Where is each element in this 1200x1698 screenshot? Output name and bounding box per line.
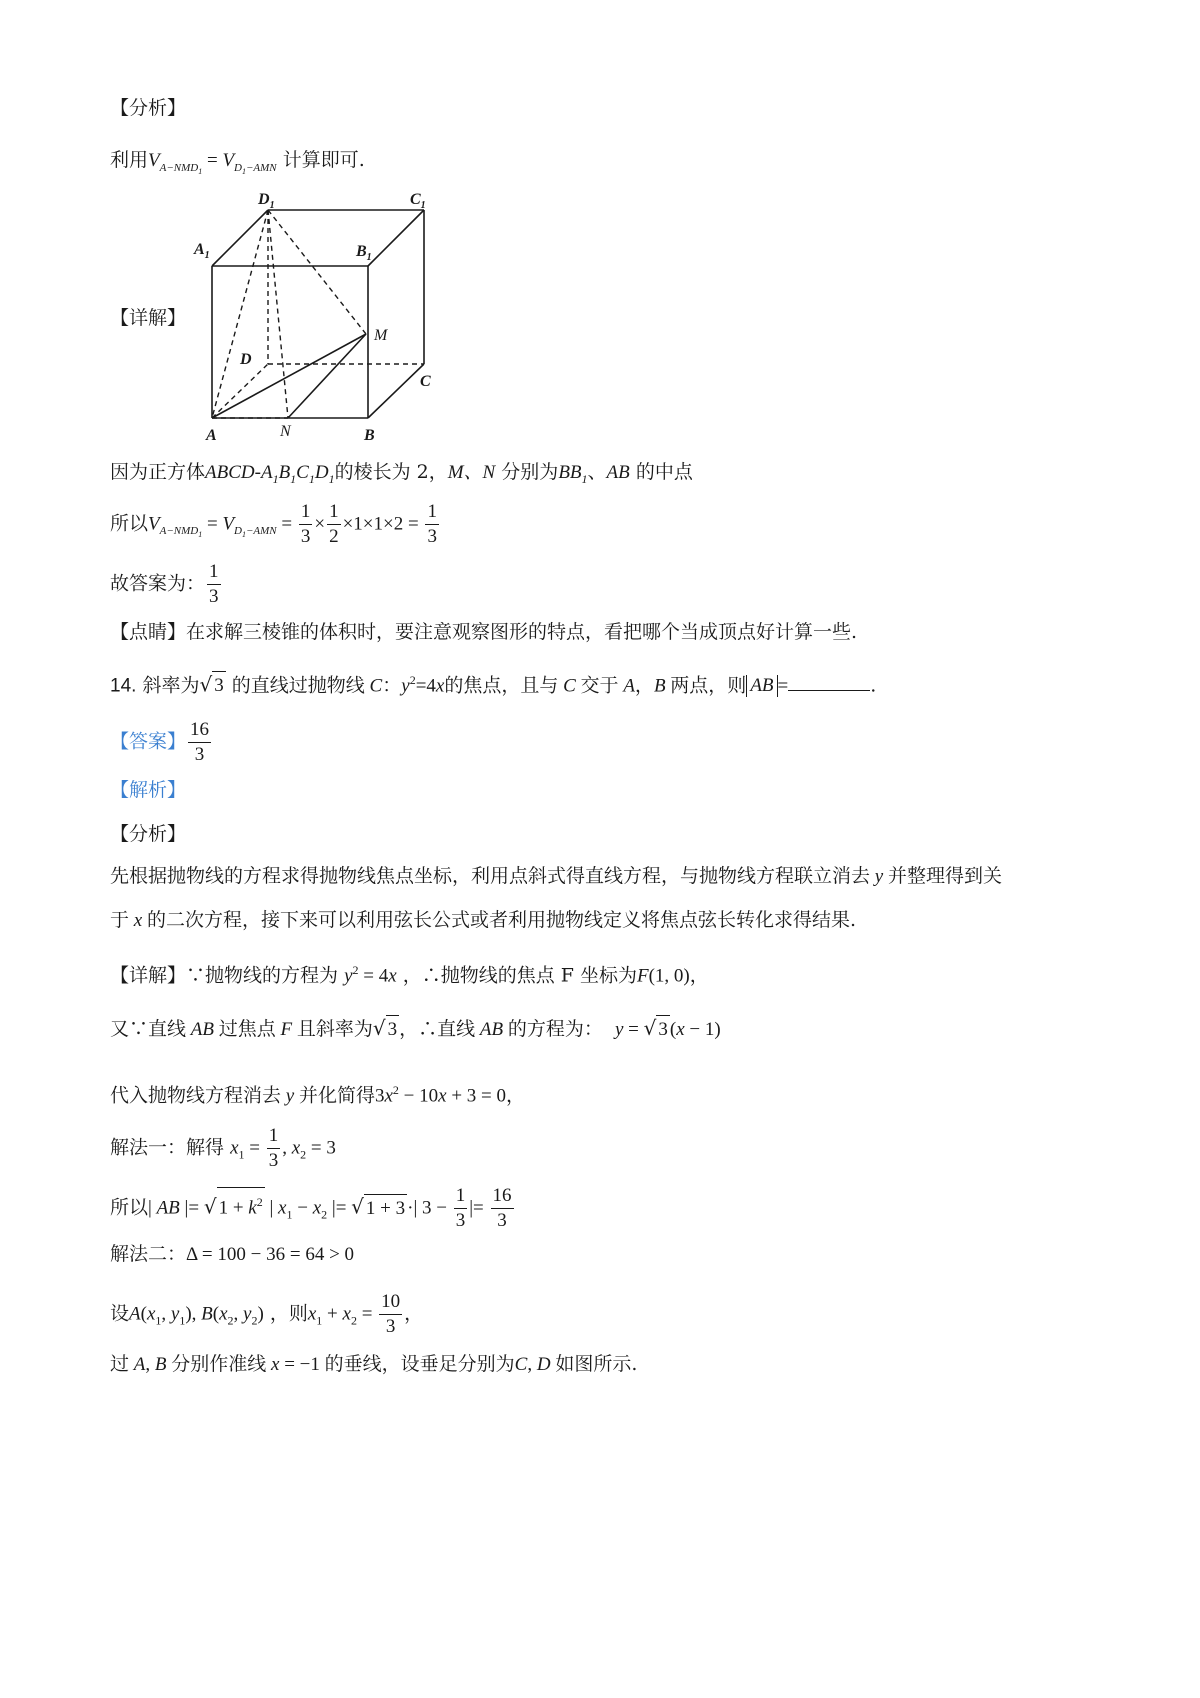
q14-eq: = bbox=[777, 675, 789, 697]
answer-num: 16 bbox=[188, 718, 211, 743]
q14-t1: 斜率为 bbox=[142, 674, 200, 697]
method1-so: 所以| AB |= √ $1 + k^2$ | $x_1 - x_2$ |= √ 1 + 3 ·| 3 − $\frac{1}{3}$ |= $\frac{16}{3}$ bbox=[110, 1185, 512, 1231]
d1a: ∵抛物线的方程为 bbox=[186, 964, 339, 987]
answer-line: 故答案为： $\frac{1}{3}$ bbox=[110, 561, 219, 607]
q14-analysis-line2: 于 x 的二次方程，接下来可以利用弦长公式或者利用抛物线定义将焦点弦长转化求得结果. bbox=[110, 909, 856, 931]
m2-label: 解法二： bbox=[110, 1243, 187, 1265]
q14-t3: 的焦点，且与 bbox=[444, 674, 559, 697]
method2-set: 设$A(x_1$, $y_1$), $B(x_2$, $y_2$) ，则$x_1 + x_2$ = $\frac{10}{3}$ ， bbox=[110, 1291, 424, 1337]
method2-last: 过 A, B 分别作准线 x = −1 的垂线，设垂足分别为C, D 如图所示. bbox=[110, 1353, 638, 1375]
d2e: 的方程为： bbox=[507, 1018, 603, 1040]
label-d1: $D_1$ bbox=[258, 191, 275, 211]
q14-detail-2: 又∵直线 AB 过焦点 F 且斜率为√ 3 ，∴直线 AB 的方程为： y = √ 3 (x − 1) bbox=[110, 1014, 721, 1044]
m1-label: 解法一：解得 bbox=[110, 1136, 225, 1159]
d1b: ，∴抛物线的焦点 F 坐标为 bbox=[402, 964, 637, 987]
because-pre: 因为正方体 bbox=[110, 461, 206, 483]
label-d: D bbox=[240, 351, 252, 368]
d3a: 代入抛物线方程消去 bbox=[110, 1084, 282, 1107]
method1-line: 解法一：解得 $x_1$ = $\frac{1}{3}$ , $x_2 = 3$ bbox=[110, 1125, 336, 1171]
q14-detail-1: 【详解】∵抛物线的方程为 $y^2 = 4x$ ，∴抛物线的焦点 F 坐标为F(1, 0)， bbox=[110, 963, 709, 987]
d3b: 并化简得 bbox=[298, 1084, 375, 1107]
analysis-text: 利用$V_{A-NMD_1} = V_{D_1-AMN}$ 计算即可. bbox=[110, 149, 365, 176]
d2b: 过焦点 bbox=[218, 1018, 276, 1040]
q14-analysis-text1-end: 并整理得到关 bbox=[887, 865, 1002, 887]
label-c: C bbox=[420, 373, 431, 390]
q14-detail-3: 代入抛物线方程消去 y 并化简得$3x^2 - 10x + 3 = 0$， bbox=[110, 1083, 526, 1107]
q14-analysis-line1: 先根据抛物线的方程求得抛物线焦点坐标，利用点斜式得直线方程，与抛物线方程联立消去 y 并整理得到关 bbox=[110, 865, 1002, 887]
d2d: ，∴直线 bbox=[399, 1018, 476, 1040]
q14-analysis-label: 【分析】 bbox=[110, 823, 187, 845]
m2-then: ，则 bbox=[269, 1302, 308, 1325]
q14-answer bbox=[110, 718, 213, 767]
q14-analysis-text2: 的二次方程，接下来可以利用弦长公式或者利用抛物线定义将焦点弦长转化求得结果. bbox=[146, 909, 856, 931]
answer-blank bbox=[788, 670, 870, 691]
label-c1: $C_1$ bbox=[410, 191, 426, 211]
label-b: B bbox=[364, 427, 375, 444]
q14-number: 14. bbox=[110, 675, 137, 697]
label-m: M bbox=[374, 327, 388, 344]
q14-statement: 14. 斜率为√ 3 的直线过抛物线 C：$y^2=4x$的焦点，且与 C 交于 A，B 两点，则 AB = . bbox=[110, 666, 876, 700]
label-a1: $A_1$ bbox=[194, 241, 210, 261]
answer-den: 3 bbox=[194, 744, 205, 765]
q14-analysis-text2-pre: 于 bbox=[110, 909, 130, 931]
so-pre: 所以 bbox=[110, 512, 149, 535]
q14-t2: 的直线过抛物线 bbox=[231, 674, 365, 697]
q14-t5: 两点，则 bbox=[670, 674, 747, 697]
detail-label: 【详解】 bbox=[110, 307, 187, 329]
q14-t4: 交于 bbox=[580, 674, 619, 697]
m1-so: 所以 bbox=[110, 1196, 149, 1219]
analysis-pre: 利用 bbox=[110, 149, 149, 171]
d3c: ， bbox=[506, 1084, 526, 1107]
note-line bbox=[110, 618, 857, 646]
note-label: 【点睛】 bbox=[110, 621, 187, 643]
analysis-label: 【分析】 bbox=[110, 97, 187, 119]
cube-name: ABCD bbox=[205, 462, 255, 483]
because-post: 的中点 bbox=[635, 461, 693, 483]
answer-label: 【答案】 bbox=[110, 730, 187, 753]
m2-last-b: 分别作准线 bbox=[171, 1353, 267, 1375]
d2c: 且斜率为 bbox=[296, 1018, 373, 1040]
label-b1: $B_1$ bbox=[356, 243, 372, 263]
d2a: 又∵直线 bbox=[110, 1018, 187, 1040]
m2-end: ， bbox=[404, 1302, 424, 1325]
cube-figure bbox=[188, 188, 468, 448]
note-text: 在求解三棱锥的体积时，要注意观察图形的特点，看把哪个当成顶点好计算一些. bbox=[186, 621, 858, 643]
because-bb: BB bbox=[558, 462, 582, 483]
so-line: 所以$V_{A-NMD_1} = V_{D_1-AMN}$ = $\frac{1}{3}$ × $\frac{1}{2}$ ×1×1×2 = $\frac{1}{3}$ bbox=[110, 501, 437, 547]
q14-detail-label: 【详解】 bbox=[110, 964, 187, 987]
because-line: 因为正方体ABCD-$A_1B_1C_1D_1$的棱长为 2，M、N 分别为$BB_1$、AB 的中点 bbox=[110, 461, 693, 486]
because-ab: AB bbox=[606, 462, 630, 483]
answer-pre: 故答案为： bbox=[110, 572, 206, 595]
d1c: ， bbox=[689, 964, 709, 987]
m2-last-a: 过 bbox=[110, 1353, 130, 1375]
m2-last-c: 的垂线，设垂足分别为 bbox=[324, 1353, 515, 1375]
because-mid2: 分别为 bbox=[501, 461, 559, 483]
method2-line: 解法二：Δ = 100 − 36 = 64 > 0 bbox=[110, 1243, 355, 1265]
label-a: A bbox=[206, 427, 217, 444]
q14-analysis-text1: 先根据抛物线的方程求得抛物线焦点坐标，利用点斜式得直线方程，与抛物线方程联立消去 bbox=[110, 865, 871, 887]
because-mn: M、N bbox=[447, 462, 496, 483]
because-mid: 的棱长为 2， bbox=[334, 461, 448, 483]
q14-period: . bbox=[870, 674, 877, 697]
label-n: N bbox=[280, 423, 291, 440]
m2-set: 设 bbox=[110, 1302, 130, 1325]
m2-last-d: 如图所示. bbox=[555, 1353, 638, 1375]
analysis-post: 计算即可. bbox=[282, 149, 365, 171]
jiexi-label: 【解析】 bbox=[110, 779, 187, 801]
